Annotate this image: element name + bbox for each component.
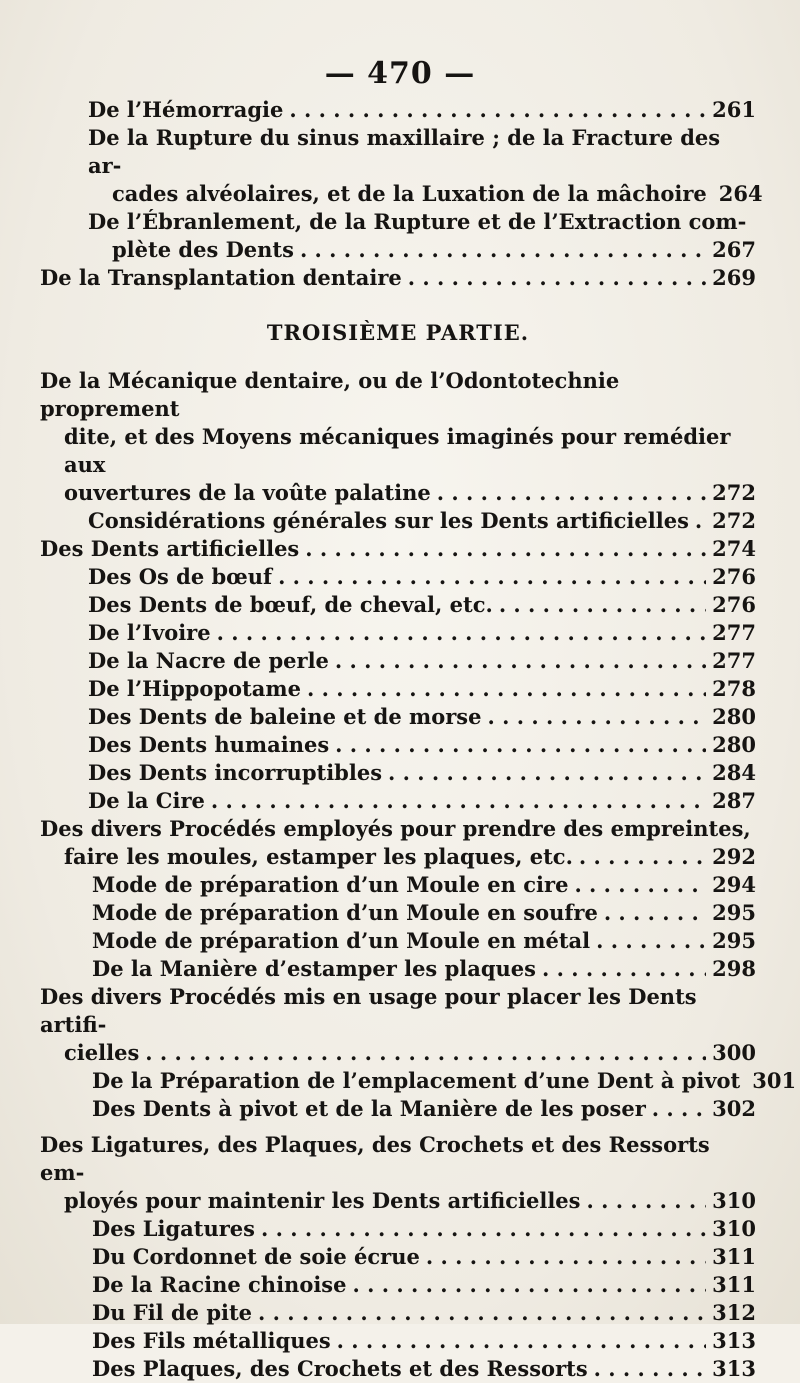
toc-entry: cielles . . . 300 — [40, 1039, 756, 1067]
toc-entry: De la Racine chinoise . . . 311 — [40, 1271, 756, 1299]
dot-leader — [586, 1187, 706, 1215]
dot-leader — [261, 1215, 706, 1243]
dot-leader — [278, 563, 706, 591]
dot-leader — [542, 955, 706, 983]
dot-leader — [487, 703, 706, 731]
dot-leader — [388, 759, 706, 787]
toc-entry: Des Dents de baleine et de morse . . . 280 — [40, 703, 756, 731]
dot-leader — [579, 843, 706, 871]
dot-leader — [258, 1299, 706, 1327]
dot-leader — [437, 479, 706, 507]
toc-entry: plète des Dents . . . 267 — [40, 236, 756, 264]
dot-leader — [695, 507, 706, 535]
toc-entry: De la Transplantation dentaire . . . 269 — [40, 264, 756, 292]
toc-entry: Des Dents artificielles . . . 274 — [40, 535, 756, 563]
dot-leader — [335, 731, 706, 759]
toc-entry: Du Fil de pite . . . 312 — [40, 1299, 756, 1327]
toc-entry: cades alvéolaires, et de la Luxation de la mâchoire 264 — [112, 181, 763, 206]
toc-entry: De l’Hippopotame . . . 278 — [40, 675, 756, 703]
toc-entry: De l’Ivoire . . . 277 — [40, 619, 756, 647]
toc-entry: De la Préparation de l’emplacement d’une Dent à pivot 301 — [92, 1068, 797, 1093]
dot-leader — [300, 236, 706, 264]
toc-entry: Des Dents humaines . . . 280 — [40, 731, 756, 759]
toc-entry: Des Os de bœuf . . . 276 — [40, 563, 756, 591]
dot-leader — [337, 1327, 706, 1355]
dot-leader — [594, 1355, 707, 1383]
toc-entry: De la Cire . . . 287 — [40, 787, 756, 815]
dot-leader — [499, 591, 706, 619]
toc-entry-line: De la Rupture du sinus maxillaire ; de la Fracture des ar- — [88, 125, 721, 178]
toc-entry: Mode de préparation d’un Moule en métal . . . 295 — [40, 927, 756, 955]
dot-leader — [289, 96, 706, 124]
toc-entry: Des Ligatures . . . 310 — [40, 1215, 756, 1243]
toc-entry: Des Dents de bœuf, de cheval, etc. . . . 276 — [40, 591, 756, 619]
dot-leader — [426, 1243, 706, 1271]
spacer — [40, 1123, 756, 1131]
toc-entry: Des Fils métalliques . . . 313 — [40, 1327, 756, 1355]
toc-entry: Des Plaques, des Crochets et des Ressorts . . . 313 — [40, 1355, 756, 1383]
dot-leader — [307, 675, 706, 703]
toc-entry-line: De l’Ébranlement, de la Rupture et de l’Extraction com- — [88, 209, 747, 234]
toc-entry-line: dite, et des Moyens mécaniques imaginés pour remédier aux — [64, 424, 731, 477]
toc-entry: Des Dents à pivot et de la Manière de les poser . . . 302 — [40, 1095, 756, 1123]
toc-entry-line: Des divers Procédés employés pour prendre des empreintes, — [40, 816, 751, 841]
dot-leader — [145, 1039, 706, 1067]
toc-entry-line: Des Ligatures, des Plaques, des Crochets et des Ressorts em- — [40, 1132, 710, 1185]
page-number: — 470 — — [324, 56, 476, 91]
dot-leader — [596, 927, 706, 955]
dot-leader — [211, 787, 706, 815]
toc-entry: Considérations générales sur les Dents artificielles . . . 272 — [40, 507, 756, 535]
dot-leader — [574, 871, 706, 899]
toc-entry-line: Des divers Procédés mis en usage pour placer les Dents artifi- — [40, 984, 697, 1037]
toc-entry: faire les moules, estamper les plaques, etc. . . . 292 — [40, 843, 756, 871]
toc-entry: Mode de préparation d’un Moule en cire . . . 294 — [40, 871, 756, 899]
dot-leader — [604, 899, 706, 927]
dot-leader — [335, 647, 706, 675]
toc-entry: De la Manière d’estamper les plaques . . . 298 — [40, 955, 756, 983]
dot-leader — [408, 264, 706, 292]
toc-entry: De la Nacre de perle . . . 277 — [40, 647, 756, 675]
table-of-contents — [40, 96, 797, 1383]
toc-entry-line: De la Mécanique dentaire, ou de l’Odontotechnie proprement — [40, 368, 620, 421]
toc-entry: ouvertures de la voûte palatine . . . 272 — [40, 479, 756, 507]
dot-leader — [652, 1095, 706, 1123]
toc-entry: Des Dents incorruptibles . . . 284 — [40, 759, 756, 787]
toc-entry: Mode de préparation d’un Moule en soufre . . . 295 — [40, 899, 756, 927]
toc-entry: ployés pour maintenir les Dents artificielles . . . 310 — [40, 1187, 756, 1215]
toc-entry: De l’Hémorragie . . . 261 — [40, 96, 756, 124]
toc-entry: Du Cordonnet de soie écrue . . . 311 — [40, 1243, 756, 1271]
part-heading: TROISIÈME PARTIE. — [266, 320, 530, 345]
dot-leader — [353, 1271, 707, 1299]
dot-leader — [305, 535, 706, 563]
dot-leader — [217, 619, 707, 647]
